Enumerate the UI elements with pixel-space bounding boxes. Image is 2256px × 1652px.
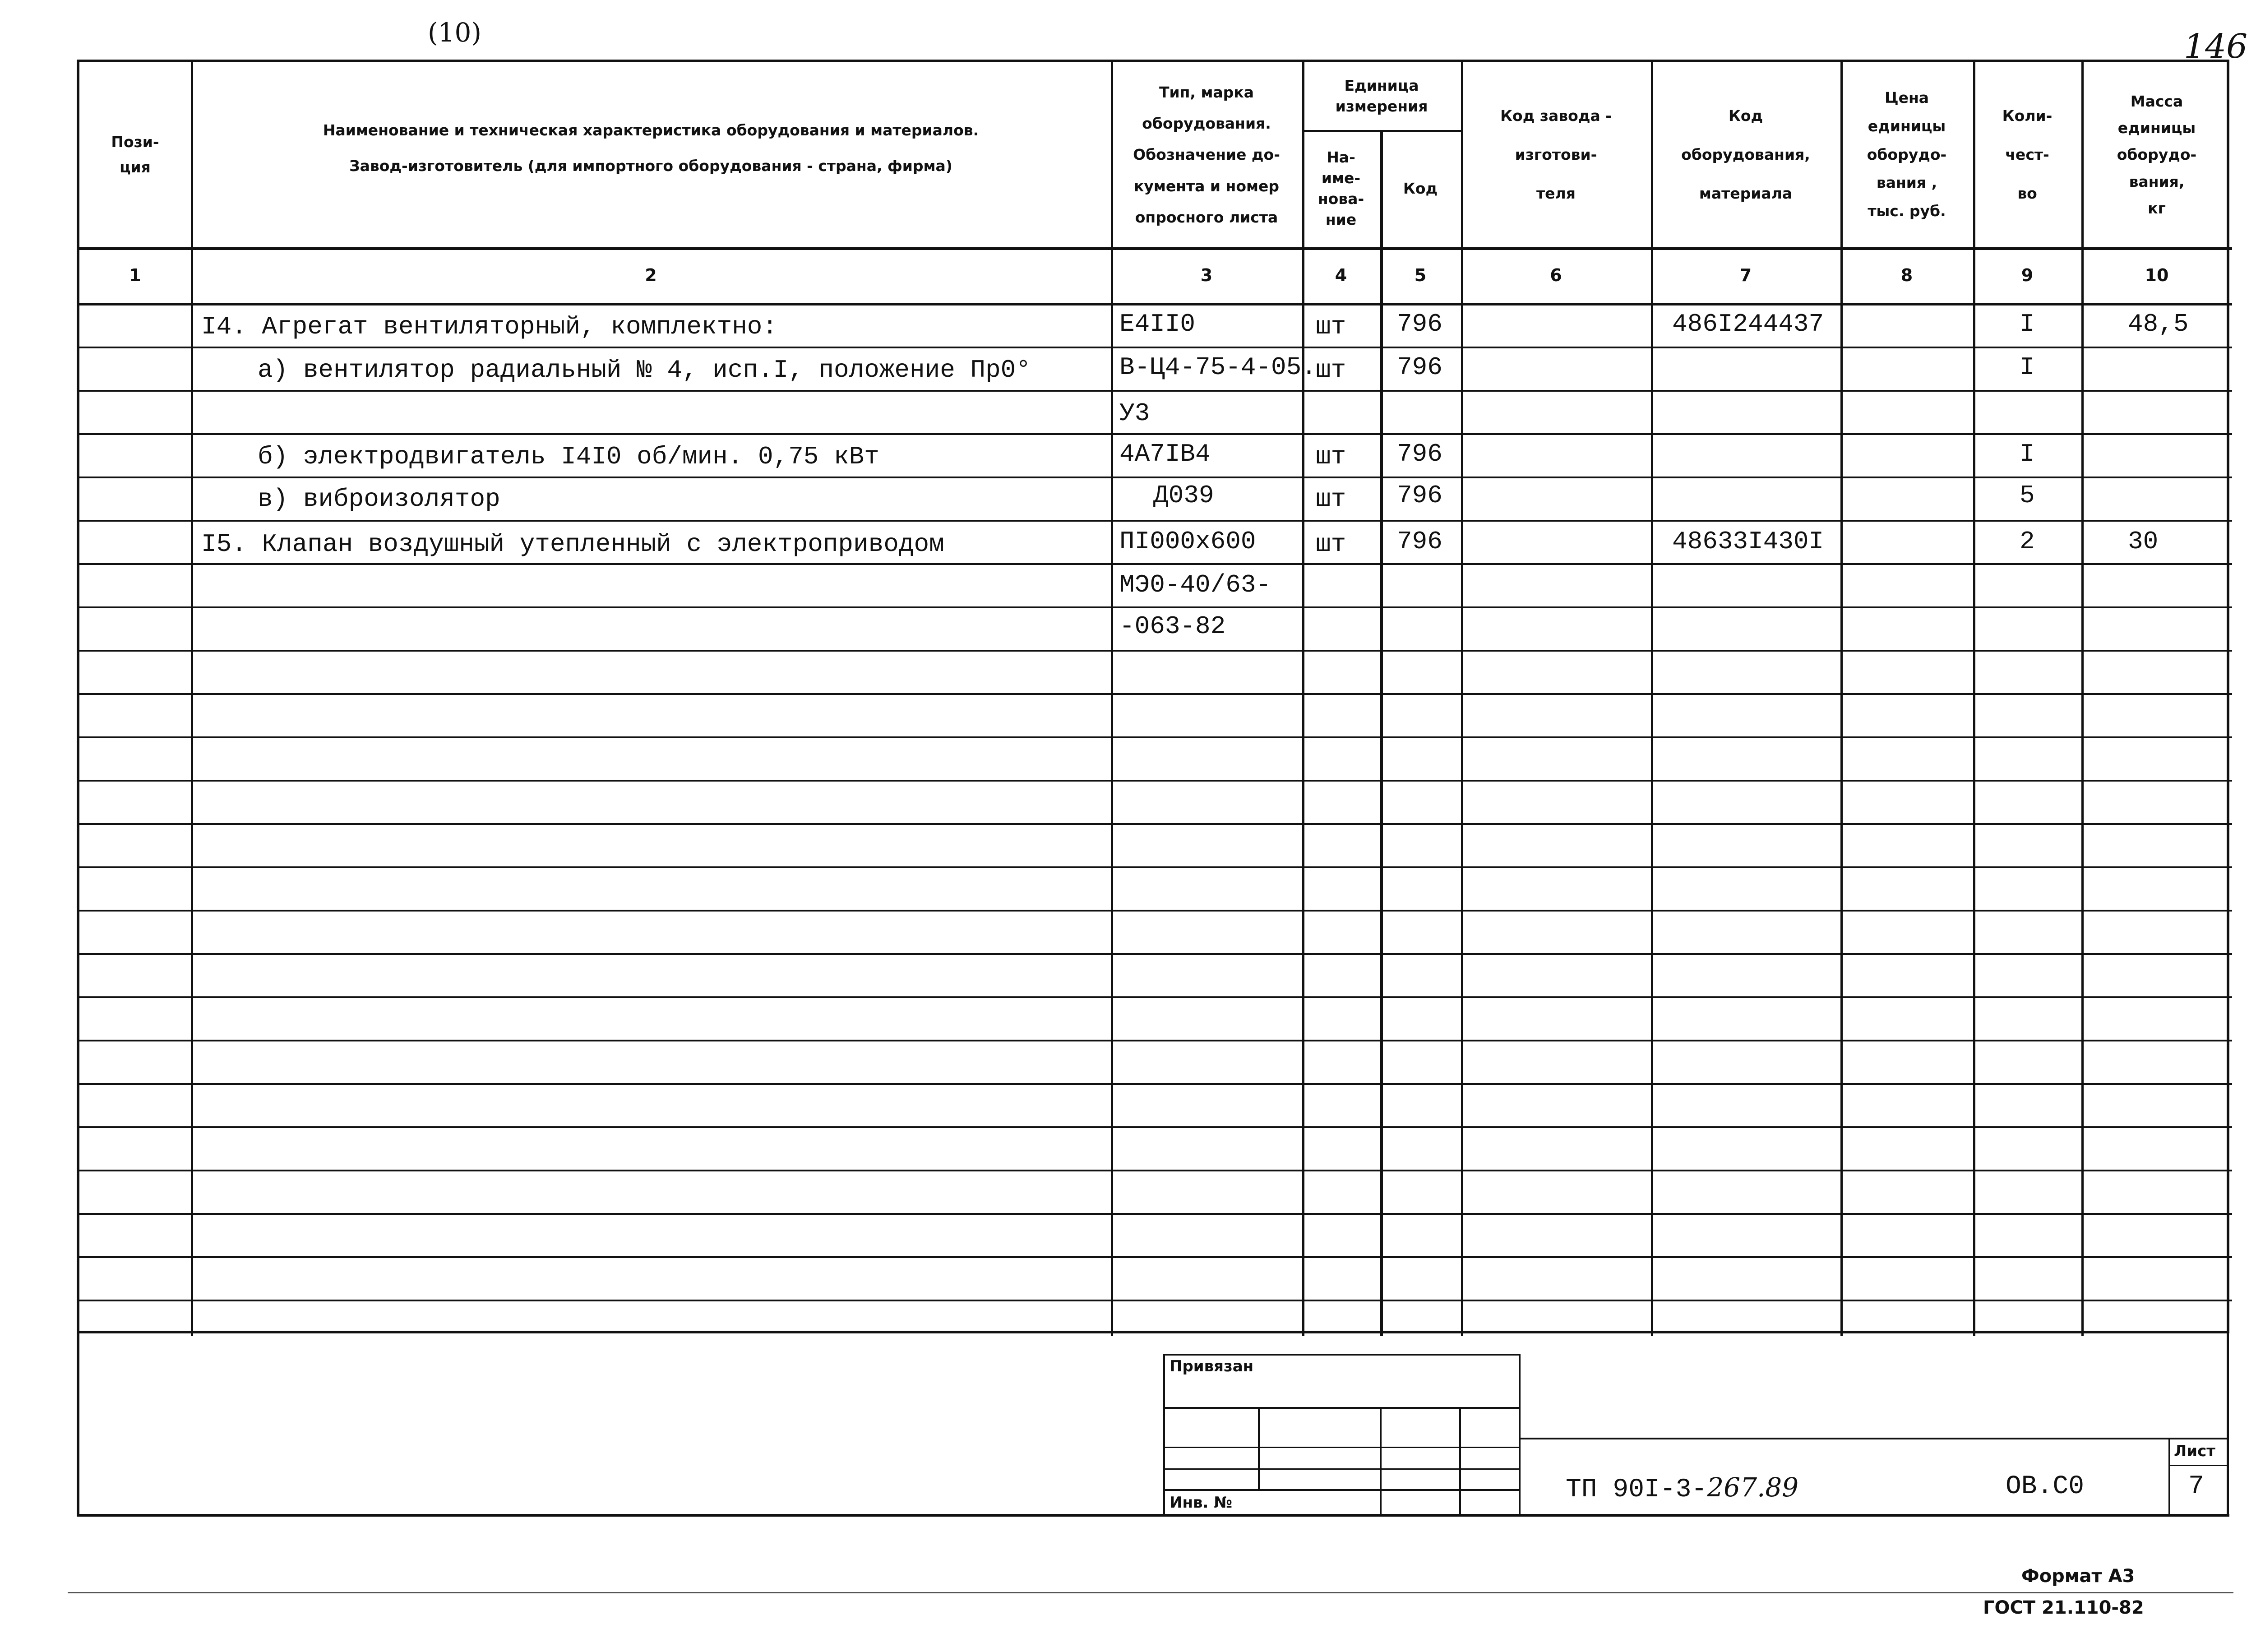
colnum-3: 3 — [1200, 265, 1213, 285]
inventory-number-label: Инв. № — [1170, 1494, 1233, 1512]
row-4-name: б) электродвигатель I4I0 об/мин. 0,75 кВт — [258, 442, 879, 471]
colnum-2: 2 — [645, 265, 657, 285]
document-prefix: ТП 90I-3- — [1566, 1475, 1707, 1504]
row-2-type: В-Ц4-75-4-05. — [1119, 353, 1317, 382]
row-1-unit: шт — [1316, 312, 1346, 341]
row-line — [79, 390, 2232, 392]
row-5-code: 796 — [1397, 481, 1442, 510]
row-line — [79, 433, 2232, 435]
row-6-equipment-code: 48633I430I — [1672, 527, 1824, 556]
row-line — [79, 780, 2232, 782]
row-1-code: 796 — [1397, 310, 1442, 338]
row-line — [79, 996, 2232, 998]
header-equipment-code: Код оборудования, материала — [1681, 107, 1810, 202]
frame-left-line — [77, 1331, 79, 1516]
document-mark: ОВ.С0 — [2006, 1472, 2085, 1501]
row-line — [79, 347, 2232, 348]
bound-row-line — [1163, 1407, 1521, 1409]
row-4-code: 796 — [1397, 440, 1442, 468]
paper-format: Формат А3 — [2021, 1566, 2135, 1587]
row-1-type: Е4II0 — [1119, 310, 1196, 338]
row-7-type: МЭ0-40/63- — [1119, 570, 1271, 599]
bound-row-line — [1163, 1468, 1521, 1470]
row-line — [79, 736, 2232, 738]
row-line — [79, 650, 2232, 652]
col-divider — [1380, 130, 1383, 1336]
row-2-qty: I — [2020, 353, 2035, 382]
row-line — [79, 823, 2232, 825]
row-2-code: 796 — [1397, 353, 1442, 382]
row-4-type: 4А7IВ4 — [1119, 440, 1211, 468]
row-line — [79, 1300, 2232, 1301]
header-name-line1: Наименование и техническая характеристика оборудования и материалов. — [323, 121, 979, 139]
row-line — [79, 477, 2232, 478]
header-unit-group: Единица измерения — [1335, 76, 1428, 115]
row-2-name: а) вентилятор радиальный № 4, исп.I, положение Пр0° — [258, 356, 1031, 384]
colnum-7: 7 — [1739, 265, 1752, 285]
row-line — [79, 520, 2232, 522]
row-6-code: 796 — [1397, 527, 1442, 556]
row-line — [79, 1256, 2232, 1258]
row-1-equipment-code: 486I244437 — [1672, 310, 1824, 338]
row-line — [79, 866, 2232, 868]
document-designation — [1566, 1472, 1798, 1504]
sheet-corner-number: 146 — [2184, 27, 2248, 66]
row-6-type: ПI000х600 — [1119, 527, 1256, 556]
bound-col-line — [1380, 1407, 1382, 1515]
row-5-type: Д039 — [1153, 481, 1214, 510]
row-4-unit: шт — [1316, 442, 1346, 471]
row-5-qty: 5 — [2020, 481, 2035, 510]
sheet-value: 7 — [2188, 1472, 2204, 1501]
row-line — [79, 606, 2232, 608]
header-position: Пози- ция — [111, 133, 159, 176]
row-line — [79, 1213, 2232, 1215]
row-6-qty: 2 — [2020, 527, 2035, 556]
row-line — [79, 1170, 2232, 1171]
bound-row-line — [1163, 1447, 1521, 1448]
row-8-type: -063-82 — [1119, 612, 1226, 641]
row-3-type: У3 — [1119, 399, 1150, 428]
header-mass: Масса единицы оборудо- вания, кг — [2117, 92, 2197, 217]
header-price: Цена единицы оборудо- вания , тыс. руб. — [1867, 89, 1947, 220]
colnum-10: 10 — [2145, 265, 2169, 285]
row-line — [79, 910, 2232, 912]
row-1-mass: 48,5 — [2128, 310, 2189, 338]
colnum-1: 1 — [129, 265, 141, 285]
sheet-label: Лист — [2174, 1442, 2215, 1460]
header-maker-code: Код завода - изготови- теля — [1500, 107, 1612, 202]
row-6-unit: шт — [1316, 530, 1346, 559]
title-block-bound — [1163, 1354, 1521, 1516]
header-name — [191, 103, 1111, 193]
colnum-bottom-line — [79, 303, 2232, 305]
bound-col-line — [1459, 1407, 1461, 1515]
bound-row-line — [1163, 1489, 1521, 1491]
row-line — [79, 1040, 2232, 1041]
specification-table — [77, 60, 2229, 1333]
row-line — [79, 953, 2232, 955]
header-quantity: Коли- чест- во — [2002, 107, 2053, 202]
colnum-5: 5 — [1414, 265, 1427, 285]
header-unit-code: Код — [1403, 179, 1438, 197]
colnum-8: 8 — [1900, 265, 1913, 285]
gost-reference: ГОСТ 21.110-82 — [1983, 1597, 2144, 1618]
sheet-box-mid — [2168, 1465, 2229, 1466]
row-5-name: в) виброизолятор — [258, 485, 500, 514]
row-line — [79, 693, 2232, 695]
frame-bottom-line — [77, 1514, 2229, 1517]
row-5-unit: шт — [1316, 485, 1346, 514]
row-line — [79, 1083, 2232, 1085]
header-type: Тип, марка оборудования. Обозначение до- кумента и номер опросного листа — [1133, 83, 1280, 226]
row-2-unit: шт — [1316, 356, 1346, 384]
row-line — [79, 563, 2232, 565]
bound-col-line — [1258, 1407, 1260, 1491]
footer-dashed-line — [68, 1592, 2233, 1593]
row-4-qty: I — [2020, 440, 2035, 468]
row-1-name: I4. Агрегат вентиляторный, комплектно: — [201, 312, 778, 341]
colnum-4: 4 — [1335, 265, 1347, 285]
row-6-mass: 30 — [2128, 527, 2159, 556]
row-6-name: I5. Клапан воздушный утепленный с электроприводом — [201, 530, 944, 559]
row-line — [79, 1126, 2232, 1128]
frame-right-line — [2227, 1331, 2229, 1516]
title-block-top-line — [1521, 1438, 2229, 1439]
sheet-box-left — [2168, 1438, 2170, 1515]
bound-label: Привязан — [1170, 1357, 1254, 1375]
colnum-6: 6 — [1550, 265, 1562, 285]
document-handwritten-number: 267.89 — [1707, 1472, 1799, 1503]
top-page-number: (10) — [428, 17, 482, 48]
row-1-qty: I — [2020, 310, 2035, 338]
header-unit-name: На- име- нова- ние — [1318, 148, 1364, 229]
colnum-9: 9 — [2021, 265, 2034, 285]
header-name-line2: Завод-изготовитель (для импортного оборудования - страна, фирма) — [349, 157, 952, 175]
